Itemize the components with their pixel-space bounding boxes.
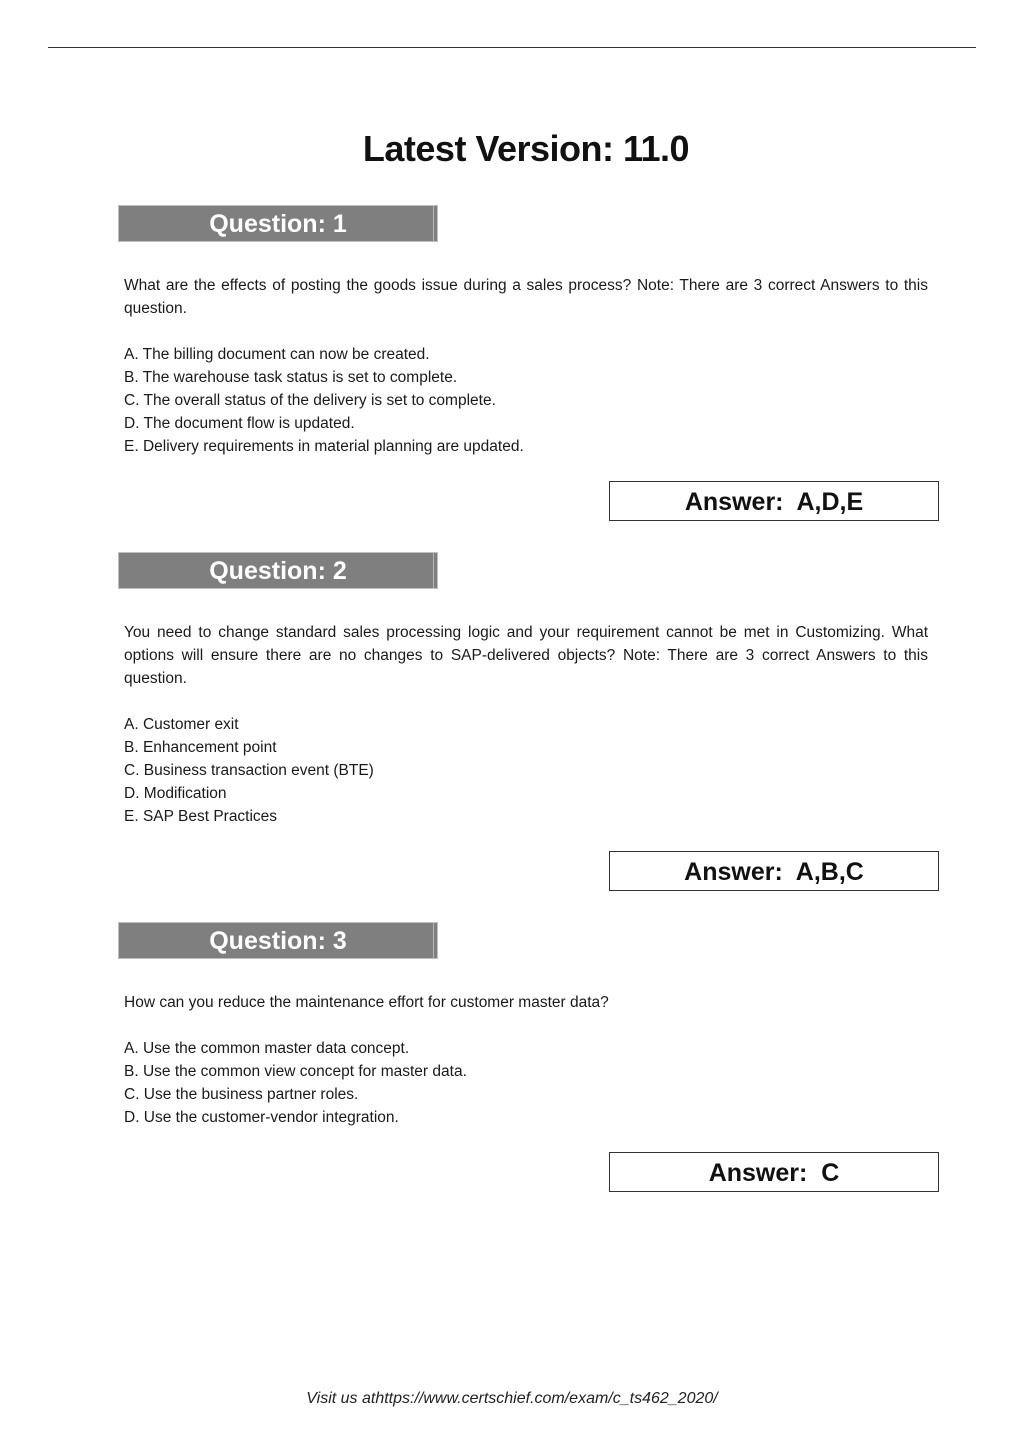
question-1-answer: Answer: A,D,E (609, 481, 939, 521)
question-2-answer: Answer: A,B,C (609, 851, 939, 891)
option-d: D. The document flow is updated. (124, 415, 355, 432)
option-b: B. The warehouse task status is set to complete. (124, 369, 458, 386)
question-3-text: How can you reduce the maintenance effort for customer master data? (124, 994, 609, 1011)
option-e: E. SAP Best Practices (124, 808, 278, 825)
option-e: E. Delivery requirements in material planning are updated. (124, 438, 524, 455)
question-3-options (124, 1037, 928, 1129)
question-2-text: You need to change standard sales processing logic and your requirement cannot be met in Customizing. What options will ensure there are no changes to SAP-delivered objects? Note: There are 3 correct Answers to this question. (124, 624, 928, 687)
top-rule (48, 47, 976, 48)
option-b: B. Use the common view concept for master data. (124, 1063, 467, 1080)
question-1-header: Question: 1 (118, 205, 438, 242)
option-b: B. Enhancement point (124, 739, 277, 756)
option-a: A. Use the common master data concept. (124, 1040, 410, 1057)
footer-link-text: Visit us athttps://www.certschief.com/exam/c_ts462_2020/ (306, 1390, 718, 1407)
question-1-text: What are the effects of posting the goods issue during a sales process? Note: There are 3 correct Answers to this question. (124, 277, 928, 317)
option-a: A. The billing document can now be created. (124, 346, 430, 363)
question-3-answer: Answer: C (609, 1152, 939, 1192)
document-title: Latest Version: 11.0 (362, 128, 690, 169)
option-c: C. Business transaction event (BTE) (124, 762, 374, 779)
question-2-options (124, 713, 928, 828)
question-2-header: Question: 2 (118, 552, 438, 589)
option-c: C. Use the business partner roles. (124, 1086, 359, 1103)
option-c: C. The overall status of the delivery is set to complete. (124, 392, 496, 409)
option-d: D. Modification (124, 785, 227, 802)
option-d: D. Use the customer-vendor integration. (124, 1109, 399, 1126)
option-a: A. Customer exit (124, 716, 239, 733)
question-1-options (124, 343, 928, 458)
question-3-header: Question: 3 (118, 922, 438, 959)
